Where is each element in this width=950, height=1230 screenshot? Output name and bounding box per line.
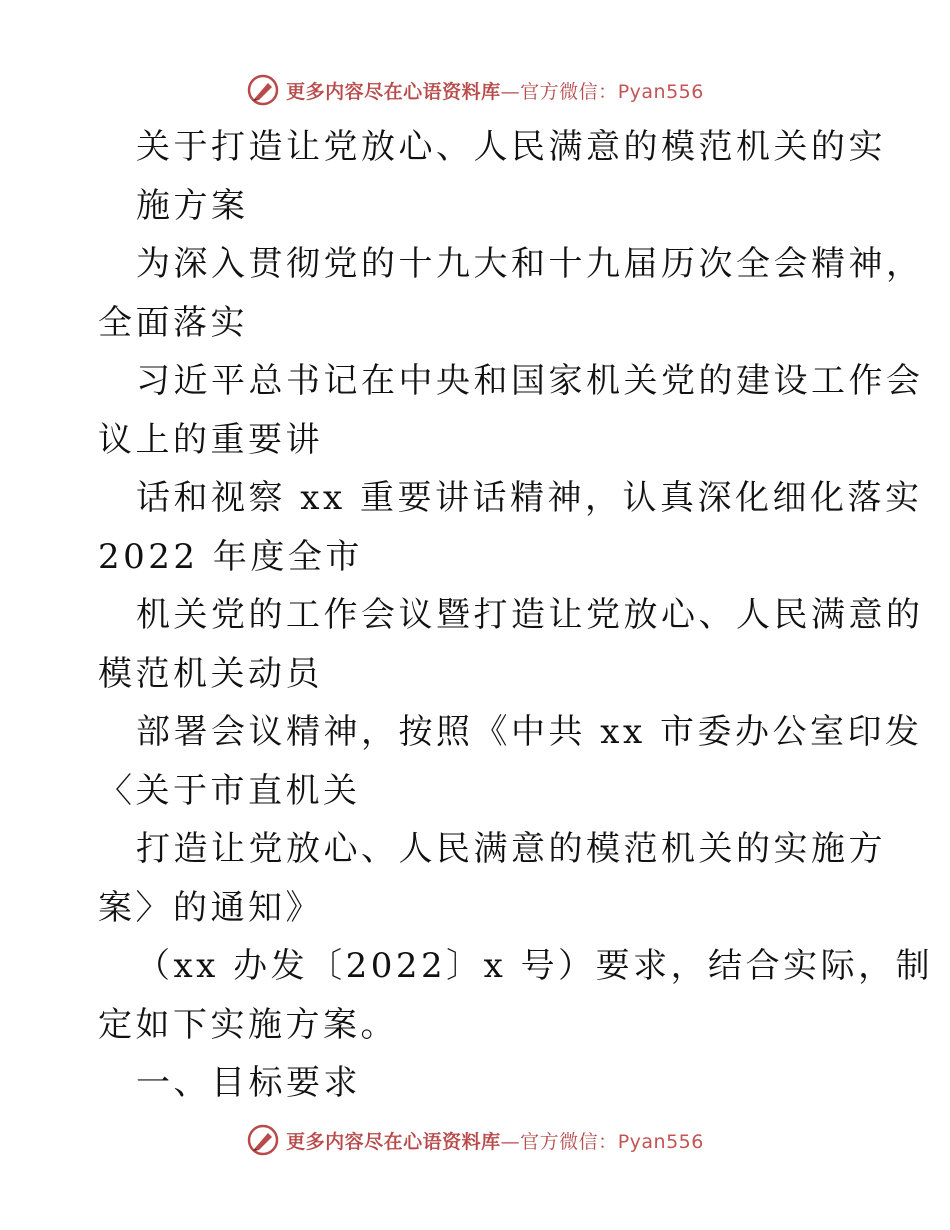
header-banner [0,70,950,110]
text-line: 话和视察 xx 重要讲话精神，认真深化细化落实 [136,478,923,518]
banner-text [286,1127,704,1154]
banner-main-text: 更多内容尽在心语资料库 [286,80,501,103]
text-line: 机关党的工作会议暨打造让党放心、人民满意的 [136,595,924,635]
text-line: 模范机关动员 [98,653,323,694]
text-line: 施方案 [136,185,249,226]
pen-logo-icon [246,1123,280,1157]
pen-logo-icon [246,73,280,107]
document-body [98,118,934,1113]
banner-wechat-id: Pyan556 [617,1130,704,1153]
text-line: 〈关于市直机关 [98,770,361,811]
banner-dash: — [500,80,521,103]
text-line: 为深入贯彻党的十九大和十九届历次全会精神， [136,244,924,284]
text-line: 定如下实施方案。 [98,1004,398,1045]
banner-main-text: 更多内容尽在心语资料库 [286,1130,501,1153]
text-line: 习近平总书记在中央和国家机关党的建设工作会 [136,361,924,401]
banner-sub-text: 官方微信： [520,1130,618,1153]
text-line: 2022 年度全市 [98,536,363,577]
text-line: 打造让党放心、人民满意的模范机关的实施方 [136,829,886,869]
text-line: 议上的重要讲 [98,419,323,460]
banner-text [286,77,704,104]
text-line: （xx 办发〔2022〕x 号）要求，结合实际，制 [136,946,934,986]
text-line: 一、目标要求 [136,1063,361,1103]
text-line: 全面落实 [98,302,248,343]
banner-dash: — [500,1130,521,1153]
text-line: 案〉的通知》 [98,887,323,928]
text-line: 部署会议精神，按照《中共 xx 市委办公室印发 [136,712,923,752]
text-line: 关于打造让党放心、人民满意的模范机关的实 [136,127,886,167]
banner-wechat-id: Pyan556 [617,80,704,103]
footer-banner [0,1120,950,1160]
banner-sub-text: 官方微信： [520,80,618,103]
